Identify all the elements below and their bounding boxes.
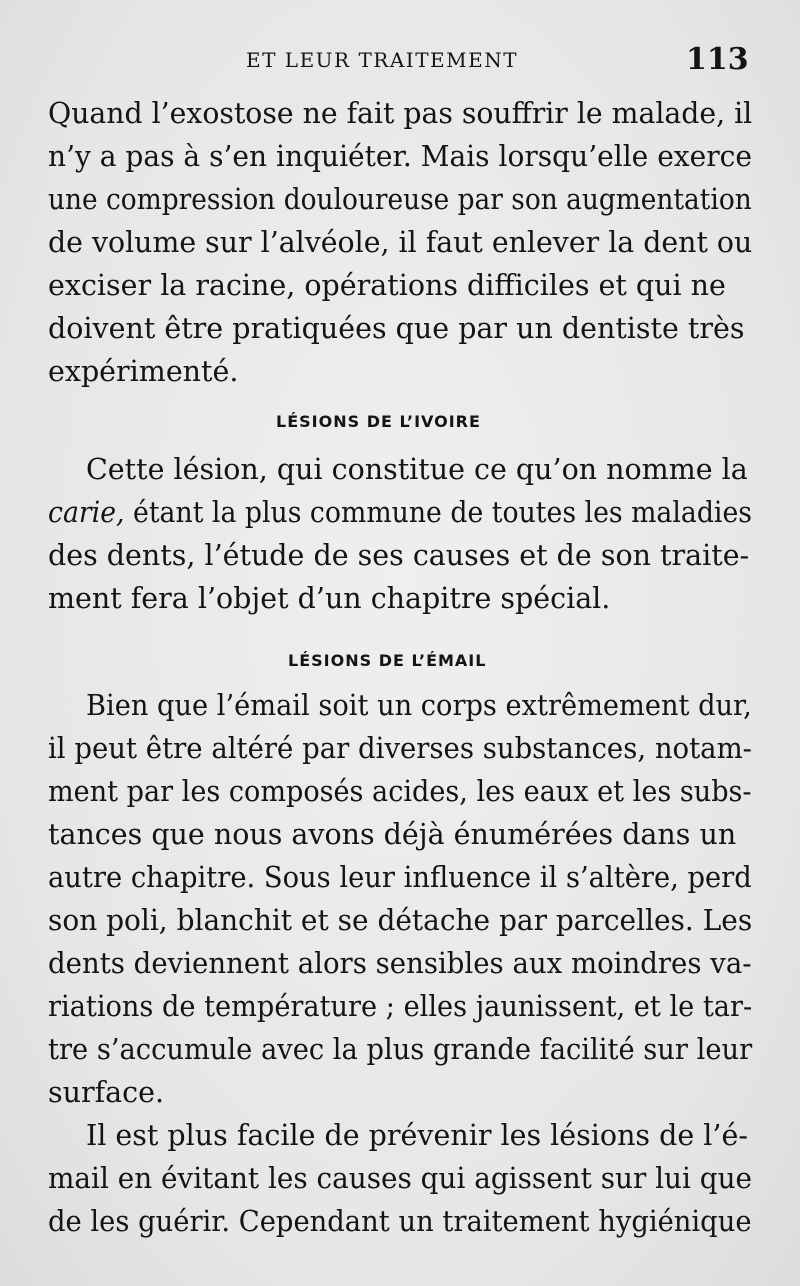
text-line: Cette lésion, qui constitue ce qu’on nomme la — [86, 453, 748, 486]
text-line: n’y a pas à s’en inquiéter. Mais lorsqu’elle exerce — [48, 140, 752, 173]
text-line: doivent être pratiquées que par un dentiste très — [48, 312, 745, 345]
text-line: tances que nous avons déjà énumérées dans un — [48, 818, 737, 851]
text-line: surface. — [48, 1076, 165, 1109]
text-line: riations de température ; elles jaunissent, et le tar- — [48, 990, 753, 1023]
text-line: Bien que l’émail soit un corps extrêmement dur, — [86, 689, 752, 722]
text-line: dents deviennent alors sensibles aux moindres va- — [48, 947, 752, 980]
text-line: il peut être altéré par diverses substances, notam- — [48, 732, 752, 765]
text-line — [48, 493, 752, 533]
text-line: mail en évitant les causes qui agissent sur lui que — [48, 1162, 753, 1195]
text-span: étant la plus commune de toutes les maladies — [124, 496, 753, 529]
page-number: 113 — [686, 42, 749, 77]
text-line: exciser la racine, opérations difficiles et qui ne — [48, 269, 726, 302]
text-line: de volume sur l’alvéole, il faut enlever la dent ou — [48, 226, 753, 259]
section-heading-email: LÉSIONS DE L’ÉMAIL — [288, 651, 487, 670]
running-head — [0, 42, 800, 82]
text-line: expérimenté. — [48, 355, 239, 388]
running-title: ET LEUR TRAITEMENT — [246, 48, 519, 72]
text-line: Quand l’exostose ne fait pas souffrir le malade, il — [48, 97, 753, 130]
text-line: tre s’accumule avec la plus grande facilité sur leur — [48, 1033, 753, 1066]
text-line: Il est plus facile de prévenir les lésions de l’é- — [86, 1119, 748, 1152]
section-heading-ivoire: LÉSIONS DE L’IVOIRE — [276, 412, 481, 431]
italic-word: carie, — [48, 496, 125, 529]
text-line: autre chapitre. Sous leur influence il s’altère, perd — [48, 861, 752, 894]
text-line: son poli, blanchit et se détache par parcelles. Les — [48, 904, 753, 937]
text-line: ment par les composés acides, les eaux et les subs- — [48, 775, 752, 808]
text-line: ment fera l’objet d’un chapitre spécial. — [48, 582, 611, 615]
text-line: des dents, l’étude de ses causes et de son traite- — [48, 539, 750, 572]
text-line: de les guérir. Cependant un traitement hygiénique — [48, 1205, 752, 1238]
text-line: une compression douloureuse par son augmentation — [48, 183, 752, 216]
